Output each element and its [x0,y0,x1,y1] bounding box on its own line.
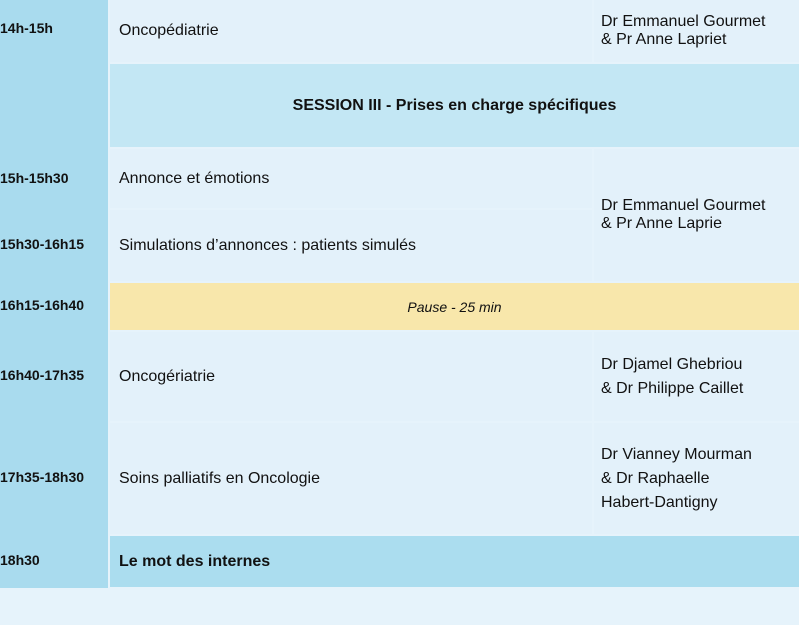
speaker-line: & Dr Raphaelle [601,469,710,487]
speaker-cell-oncogeriatrie [594,332,799,421]
speaker-line: Dr Emmanuel Gourmet [601,197,766,214]
topic-cell-oncopediatrie [110,0,592,62]
topic-label: Oncopédiatrie [119,22,219,39]
speaker-line: & Pr Anne Laprie [601,215,722,232]
topic-label: Annonce et émotions [119,169,270,187]
speaker-line: Dr Vianney Mourman [601,445,752,463]
topic-label: Soins palliatifs en Oncologie [119,469,321,487]
closing-band [110,536,799,587]
time-slot-14h-15h: 14h-15h [0,20,53,36]
time-slot-15h-15h30: 15h-15h30 [0,170,69,186]
speaker-cell-annonce-simulations [594,149,799,281]
speaker-line: Habert-Dantigny [601,493,718,511]
time-slot-16h15-16h40: 16h15-16h40 [0,297,85,313]
topic-label: Simulations d’annonces : patients simulés [119,236,417,254]
topic-cell-oncogeriatrie [110,332,592,421]
closing-label: Le mot des internes [119,552,271,570]
speaker-line: Dr Emmanuel Gourmet [601,13,766,30]
speaker-line: & Dr Philippe Caillet [601,379,744,397]
topic-cell-soins-palliatifs [110,423,592,534]
session-title: SESSION III - Prises en charge spécifiques [292,96,617,114]
time-slot-15h30-16h15: 15h30-16h15 [0,236,85,252]
time-column [0,0,108,588]
time-slot-18h30: 18h30 [0,552,40,568]
speaker-cell-oncopediatrie [594,0,799,62]
time-slot-17h35-18h30: 17h35-18h30 [0,469,85,485]
speaker-line: & Pr Anne Lapriet [601,31,727,48]
speaker-line: Dr Djamel Ghebriou [601,355,743,373]
pause-label: Pause - 25 min [407,298,502,315]
topic-label: Oncogériatrie [119,367,216,385]
topic-cell-simulations [110,210,592,281]
pause-band [110,283,799,330]
session-header [110,64,799,147]
speaker-cell-soins-palliatifs [594,423,799,534]
time-slot-16h40-17h35: 16h40-17h35 [0,367,85,383]
topic-cell-annonce [110,149,592,208]
